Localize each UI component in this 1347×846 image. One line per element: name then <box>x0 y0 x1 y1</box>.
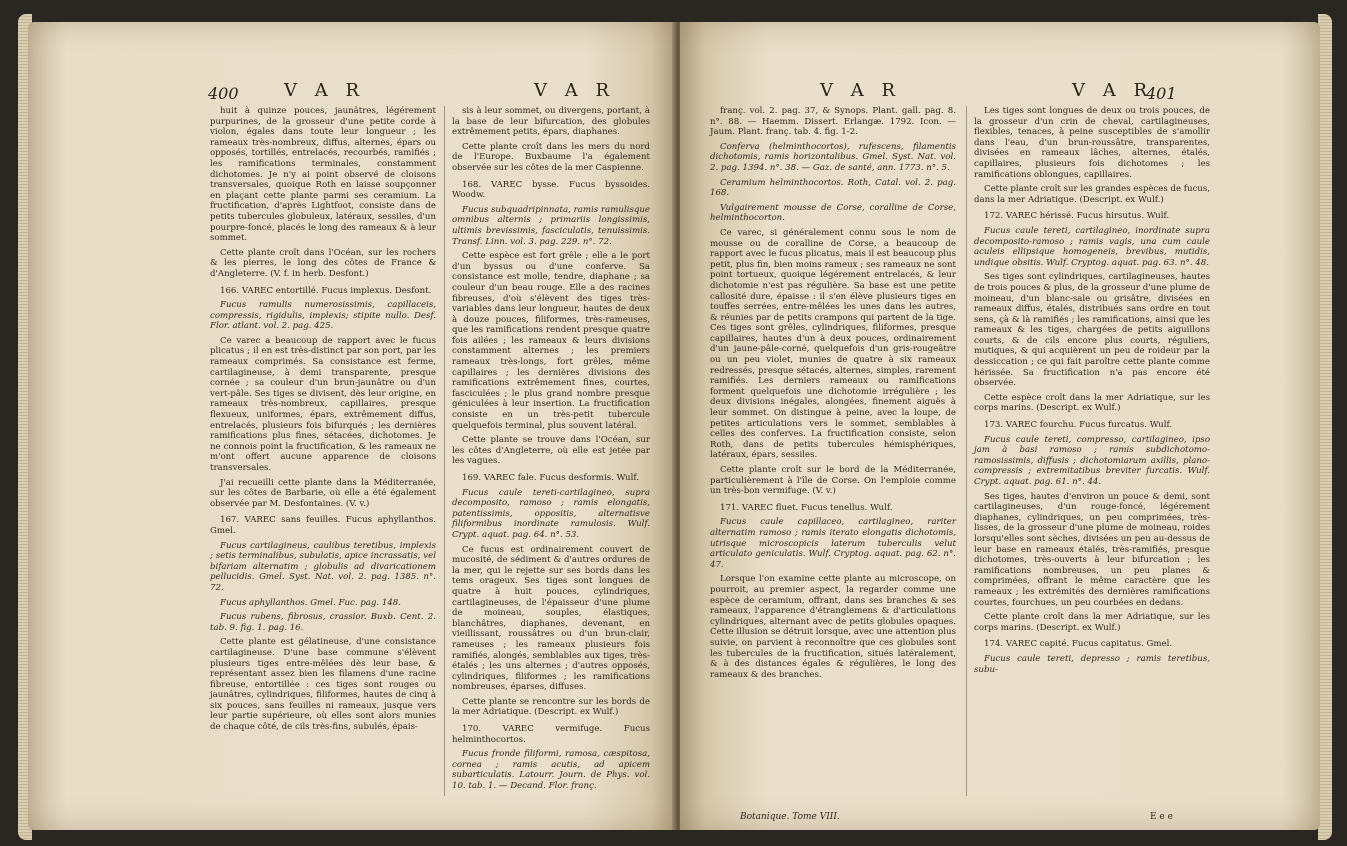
paragraph: Cette plante se trouve dans l'Océan, sur les côtes d'Angleterre, où elle est jetée par les vagues. <box>452 435 650 467</box>
latin-description: Fucus caule tereti-cartilagineo, supra decomposito, ramoso ; ramis elongatis, patentissimis, oppositis, alternatisve filiformibus inordinate ramulosis. Wulf. Crypt. aquat. pag. 64. n°. 53. <box>452 487 650 540</box>
synonym: Conferva (helminthocortos), rufescens, filamentis dichotomis, ramis horizontalibus. Gmel. Syst. Nat. vol. 2. pag. 1394. n°. 38. — Gaz. de santé, ann. 1773. n°. 5. <box>710 141 956 173</box>
latin-description: Fucus caule capillaceo, cartilagineo, rariter alternatim ramoso ; ramis iterato elongatis dichotomis, utrisque microscopicis laterum tuberculis velut articulato geniculatis. Wulf. Cryptog. aquat. pag. 62. n°. 47. <box>710 517 956 570</box>
paragraph: Lorsque l'on examine cette plante au microscope, on pourroit, au premier aspect, la regarder comme une espèce de ceramium, offrant, dans ses branches & ses rameaux, l'apparence d'étranglemens & d'articulations cylindriques, alternant avec de petits globules opaques. Cette illusion se détruit lorsque, avec une attention plus suivie, on parvient à reconnoître que ces globules sont les tubercules de la fructification, situés latéralement, & à des distances égales & régulières, le long des rameaux & des branches. <box>710 574 956 680</box>
entry-heading: 167. VAREC sans feuilles. Fucus aphyllanthos. Gmel. <box>210 515 436 536</box>
right-page-edges <box>1318 14 1332 840</box>
latin-description: Fucus ramulis numerosissimis, capillaceis, compressis, rigidulis, implexis; stipite nullo. Desf. Flor. atlant. vol. 2. pag. 425. <box>210 300 436 332</box>
latin-description: Fucus subquadripinnata, ramis ramulisque omnibus alternis ; primariis longissimis, ultimis brevissimis, fasciculatis, tenuissimis. Transf. Linn. vol. 3. pag. 229. n°. 72. <box>452 204 650 247</box>
paragraph: Ce varec a beaucoup de rapport avec le fucus plicatus ; il en est très-distinct par son port, par les rameaux comprimés. Sa consistance est ferme, cartilagineuse, à demi transparente, presque cornée ; sa couleur d'un brun-jaunâtre ou d'un vert-pâle. Ses tiges se divisent, dès leur origine, en rameaux très-nombreux, capillaires, presque flexueux, uniformes, épars, extrêmement diffus, entrelacés, plusieurs fois bifurqués ; les dernières ramifications plus fines, sétacées, dichotomes. Je ne connois point la fructification, & les rameaux ne m'ont offert aucune apparence de cloisons transversales. <box>210 335 436 473</box>
right-page-header-right: V A R <box>1072 80 1153 101</box>
synonym: Fucus aphyllanthos. Gmel. Fuc. pag. 148. <box>220 597 402 608</box>
left-page-header: V A R <box>284 80 365 101</box>
paragraph: Cette espèce est fort grêle ; elle a le port d'un byssus ou d'une conferve. Sa consistance est molle, tendre, diaphane ; sa couleur d'un beau rouge. Elle a des racines fibreuses, d'où s'élèvent des tiges très-variables dans leur longueur, hautes de deux à douze pouces, filiformes, très-rameuses, que les ramifications rendent presque quatre fois ailées ; les rameaux & leurs divisions constamment alternes ; les premiers rameaux très-longs, fort grêles, même capillaires ; les dernières divisions des ramifications extrêmement fines, courtes, fasciculées ; le plus grand nombre presque géniculées à leur insertion. La fructification consiste en un très-petit tubercule quelquefois terminal, plus souvent latéral. <box>452 251 650 431</box>
synonym: Fucus rubens, fibrosus, crassior. Buxb. Cent. 2. tab. 9. fig. 1. pag. 16. <box>210 612 436 633</box>
paragraph: Cette plante croît sur le bord de la Méditerranée, particulièrement à l'île de Corse. On l'emploie comme un très-bon vermifuge. (V. v.) <box>710 465 956 497</box>
column-rule <box>444 106 445 796</box>
left-column-1 <box>210 106 436 737</box>
paragraph: Cette plante se rencontre sur les bords de la mer Adriatique. (Descript. ex Wulf.) <box>452 696 650 718</box>
right-page-number: 401 <box>1146 84 1177 103</box>
paragraph: J'ai recueilli cette plante dans la Méditerranée, sur les côtes de Barbarie, où elle a été également observée par M. Desfontaines. (V. v.) <box>210 477 436 509</box>
paragraph: sis à leur sommet, ou divergens, portant, à la base de leur bifurcation, des globules extrêmement petits, épars, diaphanes. <box>452 106 650 138</box>
gathering-signature: E e e <box>1150 812 1173 822</box>
paragraph: Cette plante croît dans la mer Adriatique, sur les corps marins. (Descript. ex Wulf.) <box>974 612 1210 633</box>
entry-heading: 172. VAREC hérissé. Fucus hirsutus. Wulf. <box>984 211 1170 222</box>
entry-heading: 170. VAREC vermifuge. Fucus helminthocortos. <box>452 724 650 745</box>
entry-heading: 166. VAREC entortillé. Fucus implexus. Desfont. <box>220 285 432 296</box>
paragraph: Cette plante est gélatineuse, d'une consistance cartilagineuse. D'une base commune s'élèvent plusieurs tiges entre-mêlées dès leur base, & représentant assez bien les filamens d'une racine fibreuse, entortillée : ces tiges sont rouges ou jaunâtres, cylindriques, filiformes, hautes de cinq à six pouces, sans feuilles ni rameaux, jusque vers leur partie supérieure, où elles sont alors munies de chaque côté, de cils très-fins, subulés, épais- <box>210 637 436 733</box>
right-column-2 <box>974 106 1210 679</box>
right-page-header: V A R <box>820 80 901 101</box>
paragraph: Ce fucus est ordinairement couvert de mucosité, de sédiment & d'autres ordures de la mer, qui le rejette sur ses bords dans les tems orageux. Ses tiges sont longues de quatre à huit pouces, cylindriques, cartilagineuses, de l'épaisseur d'une plume de moineau, souples, élastiques, blanchâtres, diaphanes, devenant, en vieillissant, roussâtres ou d'un brun-clair, rameuses ; les rameaux plusieurs fois ramifiés, alongés, semblables aux tiges, très-étalés ; les uns alternes ; d'autres opposés, cylindriques, filiformes ; les ramifications nombreuses, éparses, diffuses. <box>452 544 650 693</box>
left-page-header-right: V A R <box>534 80 615 101</box>
entry-heading: 174. VAREC capité. Fucus capitatus. Gmel. <box>984 639 1173 650</box>
paragraph: Ce varec, si généralement connu sous le nom de mousse ou de coralline de Corse, a beaucoup de rapport avec le fucus plicatus, mais il est beaucoup plus petit, plus fin, bien moins rameux ; ses rameaux ne sont point tortueux, quoique légérement entrelacés, & leur dichotomie n'est pas régulière. Sa base est une petite callosité dure, épaisse : il s'en élève plusieurs tiges en touffes serrées, entre-mêlées les unes dans les autres, & réunies par de petits crampons qui partent de la tige. Ces tiges sont grêles, cylindriques, filiformes, presque capillaires, hautes d'un à deux pouces, ordinairement d'un jaune-pâle-corné, quelquefois d'un gris-rougeâtre ou un peu violet, munies de quatre à six rameaux redressés, presque sétacés, alternes, simples, rarement ramifiés. Les derniers rameaux ou ramifications forment quelquefois une dichotomie irrégulière ; les deux divisions inégales, alongées, finement aiguës à leur sommet. On distingue à peine, avec la loupe, de petites articulations vers le sommet, semblables à celles des conferves. La fructification consiste, selon Roth, dans de petits tubercules hémisphériques, latéraux, épars, sessiles. <box>710 227 956 461</box>
vernacular-names: Vulgairement mousse de Corse, coralline de Corse, helminthocorton. <box>710 202 956 224</box>
paragraph: Les tiges sont longues de deux ou trois pouces, de la grosseur d'un crin de cheval, cartilagineuses, flexibles, tenaces, à peine susceptibles de s'amollir dans l'eau, d'un brun-roussâtre, transparentes, divisées en rameaux lâches, alternes, étalés, capillaires, plusieurs fois dichotomes ; les ramifications oblongues, capillaires. <box>974 106 1210 180</box>
paragraph: Cette plante croît dans les mers du nord de l'Europe. Buxbaume l'a également observée sur les côtes de la mer Caspienne. <box>452 141 650 173</box>
paragraph: Ses tiges, hautes d'environ un pouce & demi, sont cartilagineuses, d'un rouge-foncé, légérement diaphanes, cylindriques, un peu comprimées, très-lisses, de la grosseur d'une plume de moineau, roides lorsqu'elles sont sèches, divisées un peu au-dessus de leur base en rameaux étalés, très-ramifiés, presque dichotomes, très-ouverts à leur bifurcation ; les ramifications nombreuses, un peu planes & comprimées, offrant le même caractère que les rameaux ; les extrémités des dernières ramifications courtes, fourchues, un peu courbées en dedans. <box>974 491 1210 608</box>
entry-heading: 168. VAREC bysse. Fucus byssoides. Woodw. <box>452 179 650 201</box>
latin-description: Fucus caule tereti, compresso, cartilagineo, ipso jam à basi ramoso ; ramis subdichotomo-ramosissimis, diffusis ; dichotomiarum axillis, plano-compressis ; extremitatibus breviter furcatis. Wulf. Crypt. aquat. pag. 61. n°. 44. <box>974 434 1210 487</box>
left-column-2 <box>452 106 650 796</box>
left-page-number: 400 <box>208 84 239 103</box>
latin-description: Fucus caule tereti, depresso ; ramis teretibus, subu- <box>974 653 1210 675</box>
paragraph: huit à quinze pouces, jaunâtres, légérement purpurines, de la grosseur d'une petite corde à violon, égales dans toute leur longueur ; les rameaux très-nombreux, diffus, alternes, épars ou opposés, tortillés, entrelacés, recourbés, ramifiés ; les ramifications terminales, constamment dichotomes. Je n'y ai point observé de cloisons transversales, quoique Roth en laisse soupçonner en plaçant cette plante parmi ses ceramium. La fructification, d'après Lightfoot, consiste dans de petits tubercules globuleux, latéraux, sessiles, d'un pourpre-foncé, placés le long des rameaux & à leur sommet. <box>210 106 436 244</box>
latin-description: Fucus cartilagineus, caulibus teretibus, implexis ; setis terminalibus, subulatis, apice incrassatis, vel bifariam alternatim ; globulis ad divaricationem pellucidis. Gmel. Syst. Nat. vol. 2. pag. 1385. n°. 72. <box>210 540 436 593</box>
right-column-1 <box>710 106 956 684</box>
paragraph: Cette plante croît dans l'Océan, sur les rochers & les pierres, le long des côtes de France & d'Angleterre. (V. f. in herb. Desfont.) <box>210 247 436 279</box>
latin-description: Fucus caule tereti, cartilagineo, inordinate supra decomposito-ramoso ; ramis vagis, una cum caule aculeis ellipsique homogeneis, brevibus, mutidis, undique obsitis. Wulf. Cryptog. aquat. pag. 63. n°. 48. <box>974 225 1210 268</box>
right-page <box>680 22 1320 830</box>
entry-heading: 171. VAREC fluet. Fucus tenellus. Wulf. <box>720 502 893 513</box>
latin-description: Fucus fronde filiformi, ramosa, cæspitosa, cornea ; ramis acutis, ad apicem subarticulatis. Latourr. Journ. de Phys. vol. 10. tab. 1. — Decand. Flor. franç. <box>452 749 650 792</box>
volume-signature: Botanique. Tome VIII. <box>740 812 840 822</box>
left-page <box>28 22 676 830</box>
entry-heading: 169. VAREC fale. Fucus desformis. Wulf. <box>462 473 639 483</box>
paragraph: Cette espèce croît dans la mer Adriatique, sur les corps marins. (Descript. ex Wulf.) <box>974 392 1210 414</box>
synonym: Ceramium helminthocortos. Roth, Catal. vol. 2. pag. 168. <box>710 177 956 199</box>
paragraph: Ses tiges sont cylindriques, cartilagineuses, hautes de trois pouces & plus, de la grosseur d'une plume de moineau, d'un blanc-sale ou grisâtre, divisées en rameaux diffus, étalés, distribués sans ordre en tout sens, çà & là ramifiés ; les ramifications, ainsi que les rameaux & les tiges, chargées de petits aiguillons courts, & de cils encore plus courts, réguliers, mutiques, & qui acquièrent un peu de roideur par la dessiccation ; ce qui fait paroître cette plante comme hérissée. Sa fructification n'a pas encore été observée. <box>974 272 1210 389</box>
paragraph: franç. vol. 2. pag. 37, & Synops. Plant. gall. pag. 8. n°. 88. — Haemm. Dissert. Erlangæ. 1792. Icon. — Jaum. Plant. franç. tab. 4. fig. 1-2. <box>710 106 956 138</box>
column-rule <box>966 106 967 796</box>
paragraph: Cette plante croît sur les grandes espèces de fucus, dans la mer Adriatique. (Descript. ex Wulf.) <box>974 184 1210 205</box>
open-book <box>18 14 1332 840</box>
entry-heading: 173. VAREC fourchu. Fucus furcatus. Wulf. <box>984 420 1173 431</box>
